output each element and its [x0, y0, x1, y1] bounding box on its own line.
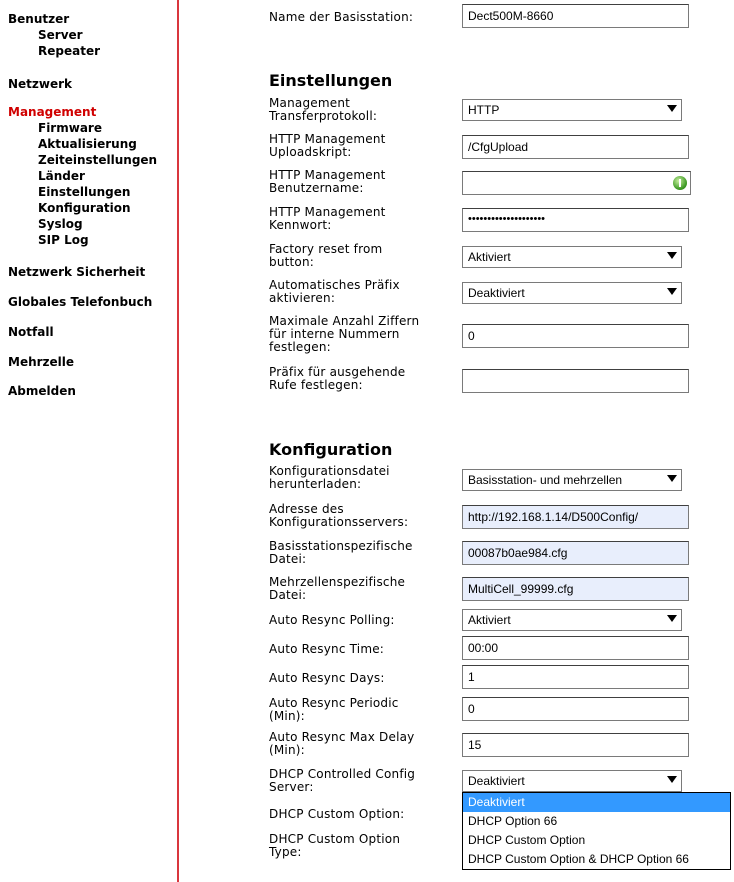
- nav-netzwerk[interactable]: Netzwerk: [8, 77, 73, 91]
- http-password-label: HTTP Management Kennwort:: [269, 205, 386, 232]
- config-server-input[interactable]: http://192.168.1.14/D500Config/: [462, 505, 689, 529]
- sidebar: [0, 0, 180, 882]
- dhcp-option-66[interactable]: DHCP Option 66: [468, 814, 558, 828]
- nav-syslog[interactable]: Syslog: [38, 217, 83, 231]
- nav-server[interactable]: Server: [38, 28, 83, 42]
- einstellungen-heading: Einstellungen: [269, 71, 393, 90]
- dhcp-config-server-label: DHCP Controlled Config Server:: [269, 767, 416, 794]
- nav-laender[interactable]: Länder: [38, 169, 85, 183]
- nav-notfall[interactable]: Notfall: [8, 325, 54, 339]
- dhcp-option-custom[interactable]: DHCP Custom Option: [468, 833, 586, 847]
- dhcp-config-server-select[interactable]: Deaktiviert: [462, 770, 682, 792]
- max-digits-label: Maximale Anzahl Ziffern für interne Nummern festlegen:: [269, 314, 420, 354]
- config-server-label: Adresse des Konfigurationsservers:: [269, 502, 409, 529]
- mc-file-input[interactable]: MultiCell_99999.cfg: [462, 577, 689, 601]
- dhcp-option-custom-and-66[interactable]: DHCP Custom Option & DHCP Option 66: [468, 852, 689, 866]
- chevron-down-icon: [667, 105, 677, 112]
- dhcp-custom-type-label: DHCP Custom Option Type:: [269, 832, 401, 859]
- nav-benutzer[interactable]: Benutzer: [8, 12, 70, 26]
- resync-time-label: Auto Resync Time:: [269, 642, 385, 656]
- nav-firmware[interactable]: Firmware: [38, 121, 102, 135]
- nav-mehrzelle[interactable]: Mehrzelle: [8, 355, 75, 369]
- sidebar-divider: [177, 0, 179, 882]
- resync-periodic-input[interactable]: 0: [462, 697, 689, 721]
- transfer-protocol-select[interactable]: HTTP: [462, 99, 682, 121]
- nav-sip-log[interactable]: SIP Log: [38, 233, 89, 247]
- resync-days-label: Auto Resync Days:: [269, 671, 385, 685]
- nav-repeater[interactable]: Repeater: [38, 44, 100, 58]
- config-download-select[interactable]: Basisstation- und mehrzellen: [462, 469, 682, 491]
- bs-file-input[interactable]: 00087b0ae984.cfg: [462, 541, 689, 565]
- resync-periodic-label: Auto Resync Periodic (Min):: [269, 696, 399, 723]
- resync-maxdelay-input[interactable]: 15: [462, 733, 689, 757]
- resync-polling-label: Auto Resync Polling:: [269, 613, 395, 627]
- chevron-down-icon: [667, 288, 677, 295]
- outgoing-prefix-label: Präfix für ausgehende Rufe festlegen:: [269, 365, 406, 392]
- dhcp-custom-option-label: DHCP Custom Option:: [269, 807, 405, 821]
- chevron-down-icon: [667, 252, 677, 259]
- nav-konfiguration[interactable]: Konfiguration: [38, 201, 131, 215]
- bs-file-label: Basisstationspezifische Datei:: [269, 539, 413, 566]
- resync-polling-select[interactable]: Aktiviert: [462, 609, 682, 631]
- upload-script-label: HTTP Management Uploadskript:: [269, 132, 386, 159]
- config-download-label: Konfigurationsdatei herunterladen:: [269, 464, 390, 491]
- upload-script-input[interactable]: /CfgUpload: [462, 135, 689, 159]
- nav-zeiteinstellungen[interactable]: Zeiteinstellungen: [38, 153, 158, 167]
- info-icon: [673, 176, 687, 190]
- dhcp-option-deaktiviert[interactable]: Deaktiviert: [463, 793, 730, 812]
- resync-time-input[interactable]: 00:00: [462, 636, 689, 660]
- chevron-down-icon: [667, 776, 677, 783]
- nav-aktualisierung[interactable]: Aktualisierung: [38, 137, 137, 151]
- nav-netzwerk-sicherheit[interactable]: Netzwerk Sicherheit: [8, 265, 146, 279]
- transfer-protocol-label: Management Transferprotokoll:: [269, 96, 378, 123]
- chevron-down-icon: [667, 615, 677, 622]
- auto-prefix-label: Automatisches Präfix aktivieren:: [269, 278, 400, 305]
- resync-maxdelay-label: Auto Resync Max Delay (Min):: [269, 730, 415, 757]
- nav-globales-telefonbuch[interactable]: Globales Telefonbuch: [8, 295, 153, 309]
- resync-days-input[interactable]: 1: [462, 665, 689, 689]
- nav-abmelden[interactable]: Abmelden: [8, 384, 76, 398]
- nav-management[interactable]: Management: [8, 105, 97, 119]
- basestation-name-label: Name der Basisstation:: [269, 10, 414, 24]
- factory-reset-label: Factory reset from button:: [269, 242, 383, 269]
- auto-prefix-select[interactable]: Deaktiviert: [462, 282, 682, 304]
- outgoing-prefix-input[interactable]: [462, 369, 689, 393]
- chevron-down-icon: [667, 475, 677, 482]
- dhcp-options-dropdown: [462, 792, 731, 870]
- factory-reset-select[interactable]: Aktiviert: [462, 246, 682, 268]
- http-password-input[interactable]: ••••••••••••••••••••: [462, 208, 689, 232]
- basestation-name-input[interactable]: Dect500M-8660: [462, 4, 689, 28]
- mc-file-label: Mehrzellenspezifische Datei:: [269, 575, 406, 602]
- max-digits-input[interactable]: 0: [462, 324, 689, 348]
- konfiguration-heading: Konfiguration: [269, 440, 393, 459]
- http-username-input[interactable]: [462, 171, 691, 195]
- http-username-label: HTTP Management Benutzername:: [269, 168, 386, 195]
- nav-einstellungen[interactable]: Einstellungen: [38, 185, 131, 199]
